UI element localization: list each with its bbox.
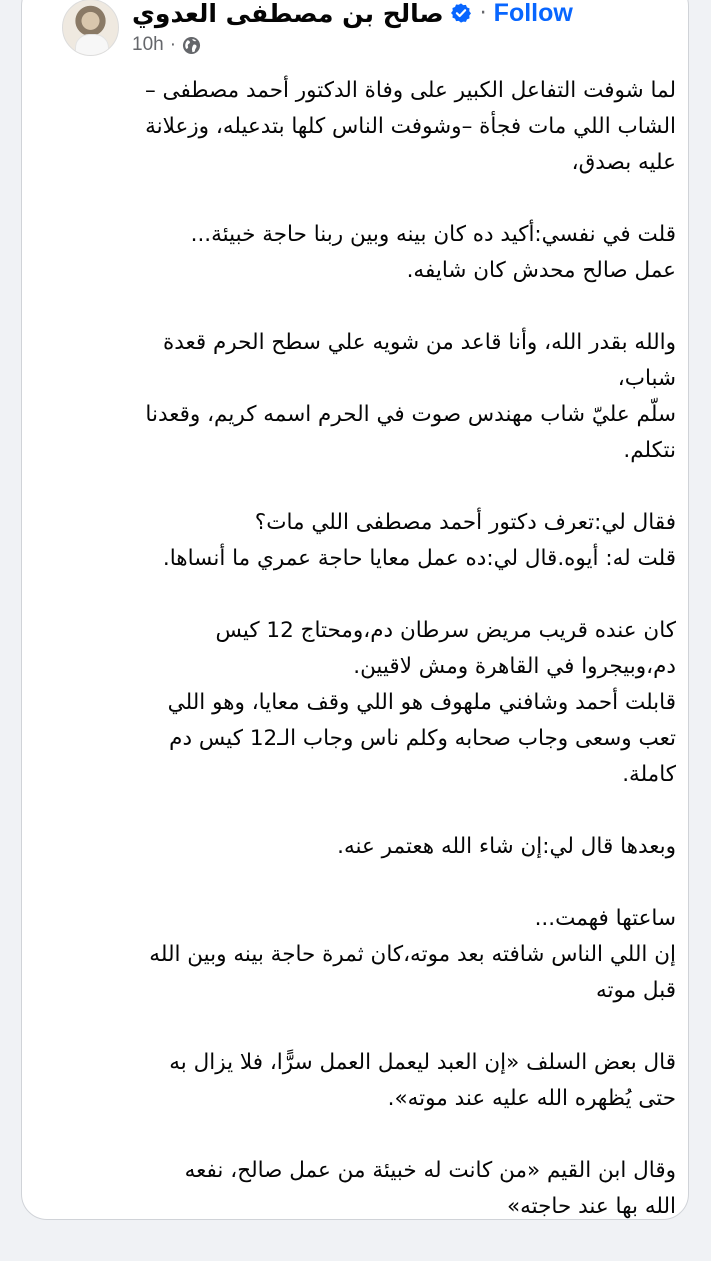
post-text-line: إن اللي الناس شافته بعد موته،كان ثمرة حاجة بينه وبين الله [149,942,676,967]
post-paragraph [86,901,676,1009]
header-separator: · [479,0,487,26]
post-text-line: قلت في نفسي:أكيد ده كان بينه وبين ربنا حاجة خبيئة... [190,222,676,247]
follow-button[interactable]: Follow [493,0,573,27]
post-timestamp[interactable]: 10h [132,34,164,55]
author-avatar[interactable] [62,0,119,56]
post-text-line: وقال ابن القيم «من كانت له خبيئة من عمل صالح، نفعه [184,1158,676,1183]
post-paragraph [86,325,676,469]
post-text-line: شباب، [617,366,676,391]
post-text-line: ساعتها فهمت... [534,906,676,931]
post-paragraph [86,1153,676,1225]
verified-badge-icon [450,2,472,24]
post-text-line: قلت له: أيوه.قال لي:ده عمل معايا حاجة عمري ما أنساها. [162,546,676,571]
post-text-line: الله بها عند حاجته» [506,1194,676,1219]
post-paragraph [86,829,676,865]
post-text-line: وبعدها قال لي:إن شاء الله هعتمر عنه. [337,834,676,859]
avatar-figure [75,34,109,56]
post-text-line: حتى يُظهره الله عليه عند موته». [387,1086,676,1111]
post-text-line: عليه بصدق، [571,150,676,175]
post-text-line: فقال لي:تعرف دكتور أحمد مصطفى اللي مات؟ [254,510,676,535]
post-text-line: نتكلم. [623,438,676,463]
post-text [86,73,676,1261]
post-text-line: تعب وسعى وجاب صحابه وكلم ناس وجاب الـ12 كيس دم [169,726,676,751]
globe-icon[interactable] [182,36,201,55]
post-card [21,0,689,1220]
post-paragraph [86,1045,676,1117]
post-paragraph [86,217,676,289]
post-meta [132,31,201,59]
post-text-line: عمل صالح محدش كان شايفه. [406,258,676,283]
post-text-line: كاملة. [622,762,676,787]
post-text-line: دم،وبيجروا في القاهرة ومش لاقيين. [353,654,676,679]
post-text-line: قابلت أحمد وشافني ملهوف هو اللي وقف معايا، وهو اللي [167,690,676,715]
post-paragraph [86,505,676,577]
post-text-line: سلّم عليّ شاب مهندس صوت في الحرم اسمه كريم، وقعدنا [145,402,676,427]
post-text-line: قال بعض السلف «إن العبد ليعمل العمل سرًّا، فلا يزال به [169,1050,676,1075]
meta-separator: · [169,34,177,55]
post-text-line: كان عنده قريب مريض سرطان دم،ومحتاج 12 كيس [215,618,676,643]
post-text-line: قبل موته [595,978,676,1003]
post-header [132,0,573,35]
post-text-line: لما شوفت التفاعل الكبير على وفاة الدكتور أحمد مصطفى – [144,78,676,103]
post-text-line: والله بقدر الله، وأنا قاعد من شويه علي سطح الحرم قعدة [162,330,676,355]
post-text-line: الشاب اللي مات فجأة –وشوفت الناس كلها بتدعيله، وزعلانة [145,114,676,139]
author-name[interactable]: صالح بن مصطفى العدوي [132,0,444,28]
post-paragraph [86,613,676,793]
post-paragraph [86,73,676,181]
